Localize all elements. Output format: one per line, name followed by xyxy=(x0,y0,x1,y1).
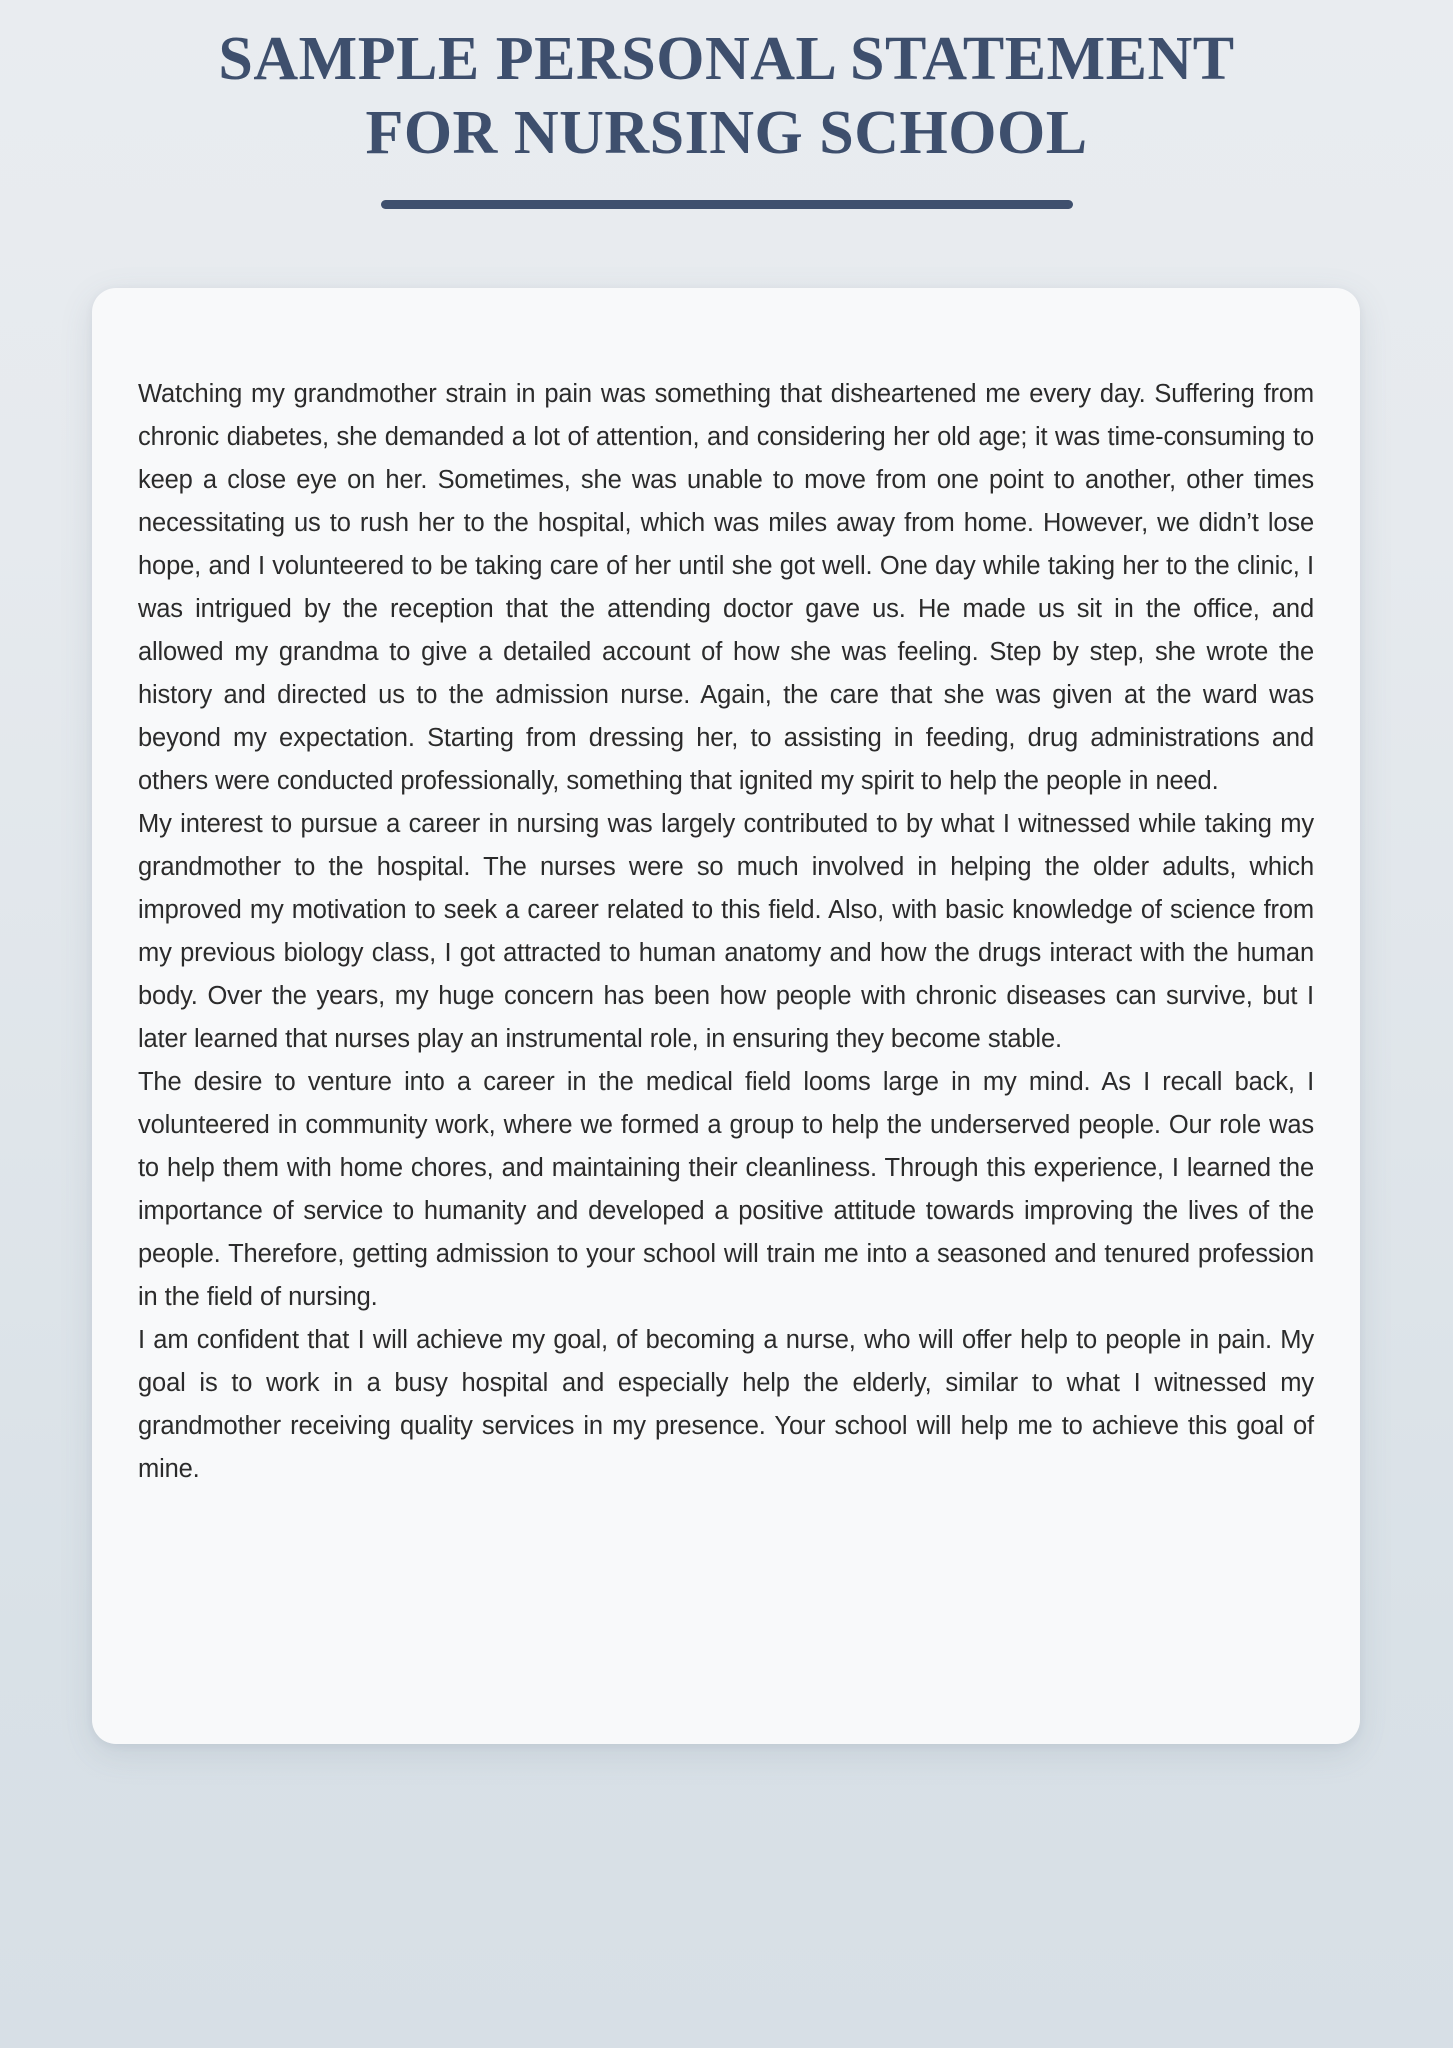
essay-card xyxy=(92,288,1360,1744)
page-title xyxy=(137,25,1317,167)
essay-paragraph: My interest to pursue a career in nursing was largely contributed to by what I witnessed while taking my grandmother to the hospital. The nurses were so much involved in helping the older adults, which improved my motivation to seek a career related to this field. Also, with basic knowledge of science from my previous biology class, I got attracted to human anatomy and how the drugs interact with the human body. Over the years, my huge concern has been how people with chronic diseases can survive, but I later learned that nurses play an instrumental role, in ensuring they become stable. xyxy=(138,810,1314,1053)
essay-paragraph: Watching my grandmother strain in pain was something that disheartened me every day. Suffering from chronic diabetes, she demanded a lot of attention, and considering her old age; it was time-consuming to keep a close eye on her. Sometimes, she was unable to move from one point to another, other times necessitating us to rush her to the hospital, which was miles away from home. However, we didn’t lose hope, and I volunteered to be taking care of her until she got well. One day while taking her to the clinic, I was intrigued by the reception that the attending doctor gave us. He made us sit in the office, and allowed my grandma to give a detailed account of how she was feeling. Step by step, she wrote the history and directed us to the admission nurse. Again, the care that she was given at the ward was beyond my expectation. Starting from dressing her, to assisting in feeding, drug administrations and others were conducted professionally, something that ignited my spirit to help the people in need. xyxy=(138,380,1314,795)
page-title-line-2: FOR NURSING SCHOOL xyxy=(365,99,1088,167)
document-header xyxy=(0,0,1453,209)
essay-paragraph: The desire to venture into a career in the medical field looms large in my mind. As I recall back, I volunteered in community work, where we formed a group to help the underserved people. Our role was to help them with home chores, and maintaining their cleanliness. Through this experience, I learned the importance of service to humanity and developed a positive attitude towards improving the lives of the people. Therefore, getting admission to your school will train me into a seasoned and tenured profession in the field of nursing. xyxy=(138,1068,1314,1311)
title-divider-rule xyxy=(381,200,1073,209)
essay-body xyxy=(138,373,1314,1491)
essay-paragraph: I am confident that I will achieve my goal, of becoming a nurse, who will offer help to people in pain. My goal is to work in a busy hospital and especially help the elderly, similar to what I witnessed my grandmother receiving quality services in my presence. Your school will help me to achieve this goal of mine. xyxy=(138,1326,1314,1483)
page-title-line-1: SAMPLE PERSONAL STATEMENT xyxy=(218,25,1235,93)
